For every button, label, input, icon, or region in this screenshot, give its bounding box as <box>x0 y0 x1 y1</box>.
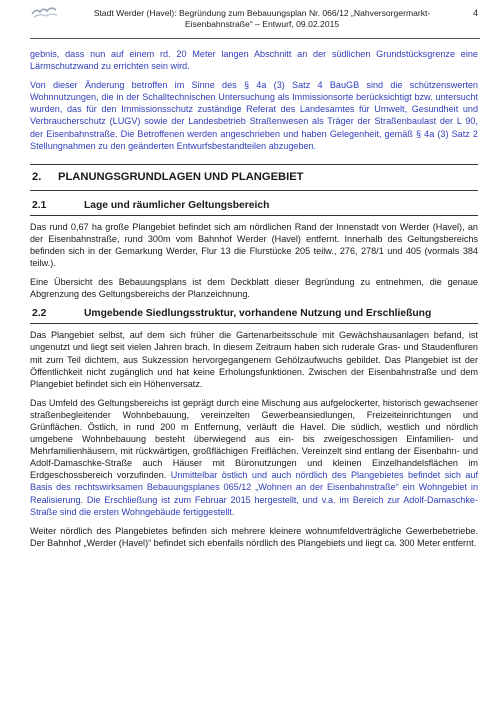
header-title: Stadt Werder (Havel): Begründung zum Bebauungsplan Nr. 066/12 „Nahversorgermarkt- Eisenbahnstraße“ – Entwurf, 09.02.2015 <box>93 8 431 29</box>
section-2-title: PLANUNGSGRUNDLAGEN UND PLANGEBIET <box>58 171 304 184</box>
section-2-1-heading <box>30 199 478 216</box>
section-2-1-title: Lage und räumlicher Geltungsbereich <box>84 199 270 211</box>
section-2-2-paragraph-2-text: Das Umfeld des Geltungsbereichs ist geprägt durch eine Mischung aus aufgelockerter, historisch gewachsener straßenbegleitender Wohnbebauung, vereinzelten Gewerbeansiedlungen, Freizeiteinrichtungen und Grünflächen. Östlich, in rund 200 m Entfernung, verläuft die Havel. Die südlich, westlich und nördlich umgebene Wohnbebauung besteht überwiegend aus ein- bis zweigeschossigen Einfamilien- und Mehrfamilienhäusern, mit rückwärtigen, großflächigen Freiflächen. Vereinzelt sind entlang der Eisenbahn- und Adolf-Damaschke-Straße auch Häuser mit Büronutzungen und kleinen Einzelhandelsflächen im Erdgeschossbereich vorzufinden. <box>30 397 478 481</box>
section-2-number: 2. <box>32 171 42 184</box>
intro-paragraph-2: Von dieser Änderung betroffen im Sinne des § 4a (3) Satz 4 BauGB sind die schützenswerten Wohnnutzungen, die in der Schalltechnischen Untersuchung als Immissionsorte berücksichtigt bzw. untersucht wurden, das für den Immissionsschutz zuständige Referat des Landesamtes für Umwelt, Gesundheit und Verbraucherschutz (LUGV) sowie der Landesbetrieb Straßenwesen als Träger der Straßenbaulast der L 90, der Eisenbahnstraße. Die Betroffenen werden angeschrieben und haben Gelegenheit, gemäß § 4a (3) Satz 2 Stellungnahmen zu den geänderten Entwurfsbestandteilen abzugeben. <box>30 80 478 151</box>
section-2-2-number: 2.2 <box>32 308 47 320</box>
section-2-2-paragraph-2-amendment: Unmittelbar östlich und auch nördlich des Plangebietes befindet sich auf Basis des rechtswirksamen Bebauungsplanes 065/12 „Wohnen an der Eisenbahnstraße“ ein Wohngebiet in Realisierung. Die Erschließung ist zum Februar 2015 hergestellt, und v.a. im Bereich zur Adolf-Damaschke-Straße sind die ersten Wohngebäude fertiggestellt. <box>30 470 478 517</box>
section-2-1-paragraph-2: Eine Übersicht des Bebauungsplans ist dem Deckblatt dieser Begründung zu entnehmen, die genaue Abgrenzung des Geltungsbereichs der Planzeichnung. <box>30 277 478 300</box>
city-logo-icon <box>30 6 60 22</box>
section-2-2-heading <box>30 307 478 324</box>
section-2-2-paragraph-2 <box>30 397 478 518</box>
section-2-2-paragraph-3: Weiter nördlich des Plangebietes befinden sich mehrere kleinere wohnumfeldverträgliche Gewerbebetriebe. Der Bahnhof „Werder (Havel)“ befindet sich ebenfalls nördlich des Plangebiets und liegt ca. 300 Meter entfernt. <box>30 525 478 548</box>
page-number: 4 <box>472 8 478 18</box>
page-header <box>30 4 480 39</box>
section-2-1-number: 2.1 <box>32 199 47 211</box>
intro-paragraph-1: gebnis, dass nun auf einem rd. 20 Meter langen Abschnitt an der südlichen Grundstücksgrenze eine Lärmschutzwand zu errichten sein wird. <box>30 49 478 72</box>
section-2-2-paragraph-1: Das Plangebiet selbst, auf dem sich früher die Gartenarbeitsschule mit Gewächshausanlagen befand, ist ungenutzt und liegt seit vielen Jahren brach. In diesem Zeitraum haben sich ruderale Gras- und Staudenfluren mit zum Teil dichtem, aus Sukzession hervorgegangenem Gehölzaufwuchs gebildet. Das Plangebiet ist der Öffentlichkeit nicht zugänglich und hat keine Erholungsfunktionen. Zwischen der Eisenbahnstraße und dem Plangebiet befindet sich ein Höhenversatz. <box>30 330 478 389</box>
section-2-1-paragraph-1: Das rund 0,67 ha große Plangebiet befindet sich am nördlichen Rand der Innenstadt von Werder (Havel), an der Eisenbahnstraße, rund 300m vom Bahnhof Werder (Havel) entfernt. Innerhalb des Geltungsbereichs befinden sich in der Gemarkung Werder, Flur 13 die Flurstücke 205 teilw., 276, 278/1 und 405 (vormals 384 teilw.). <box>30 221 478 269</box>
document-body <box>30 48 478 556</box>
section-2-heading <box>30 164 478 191</box>
section-2-2-title: Umgebende Siedlungsstruktur, vorhandene Nutzung und Erschließung <box>84 308 432 320</box>
